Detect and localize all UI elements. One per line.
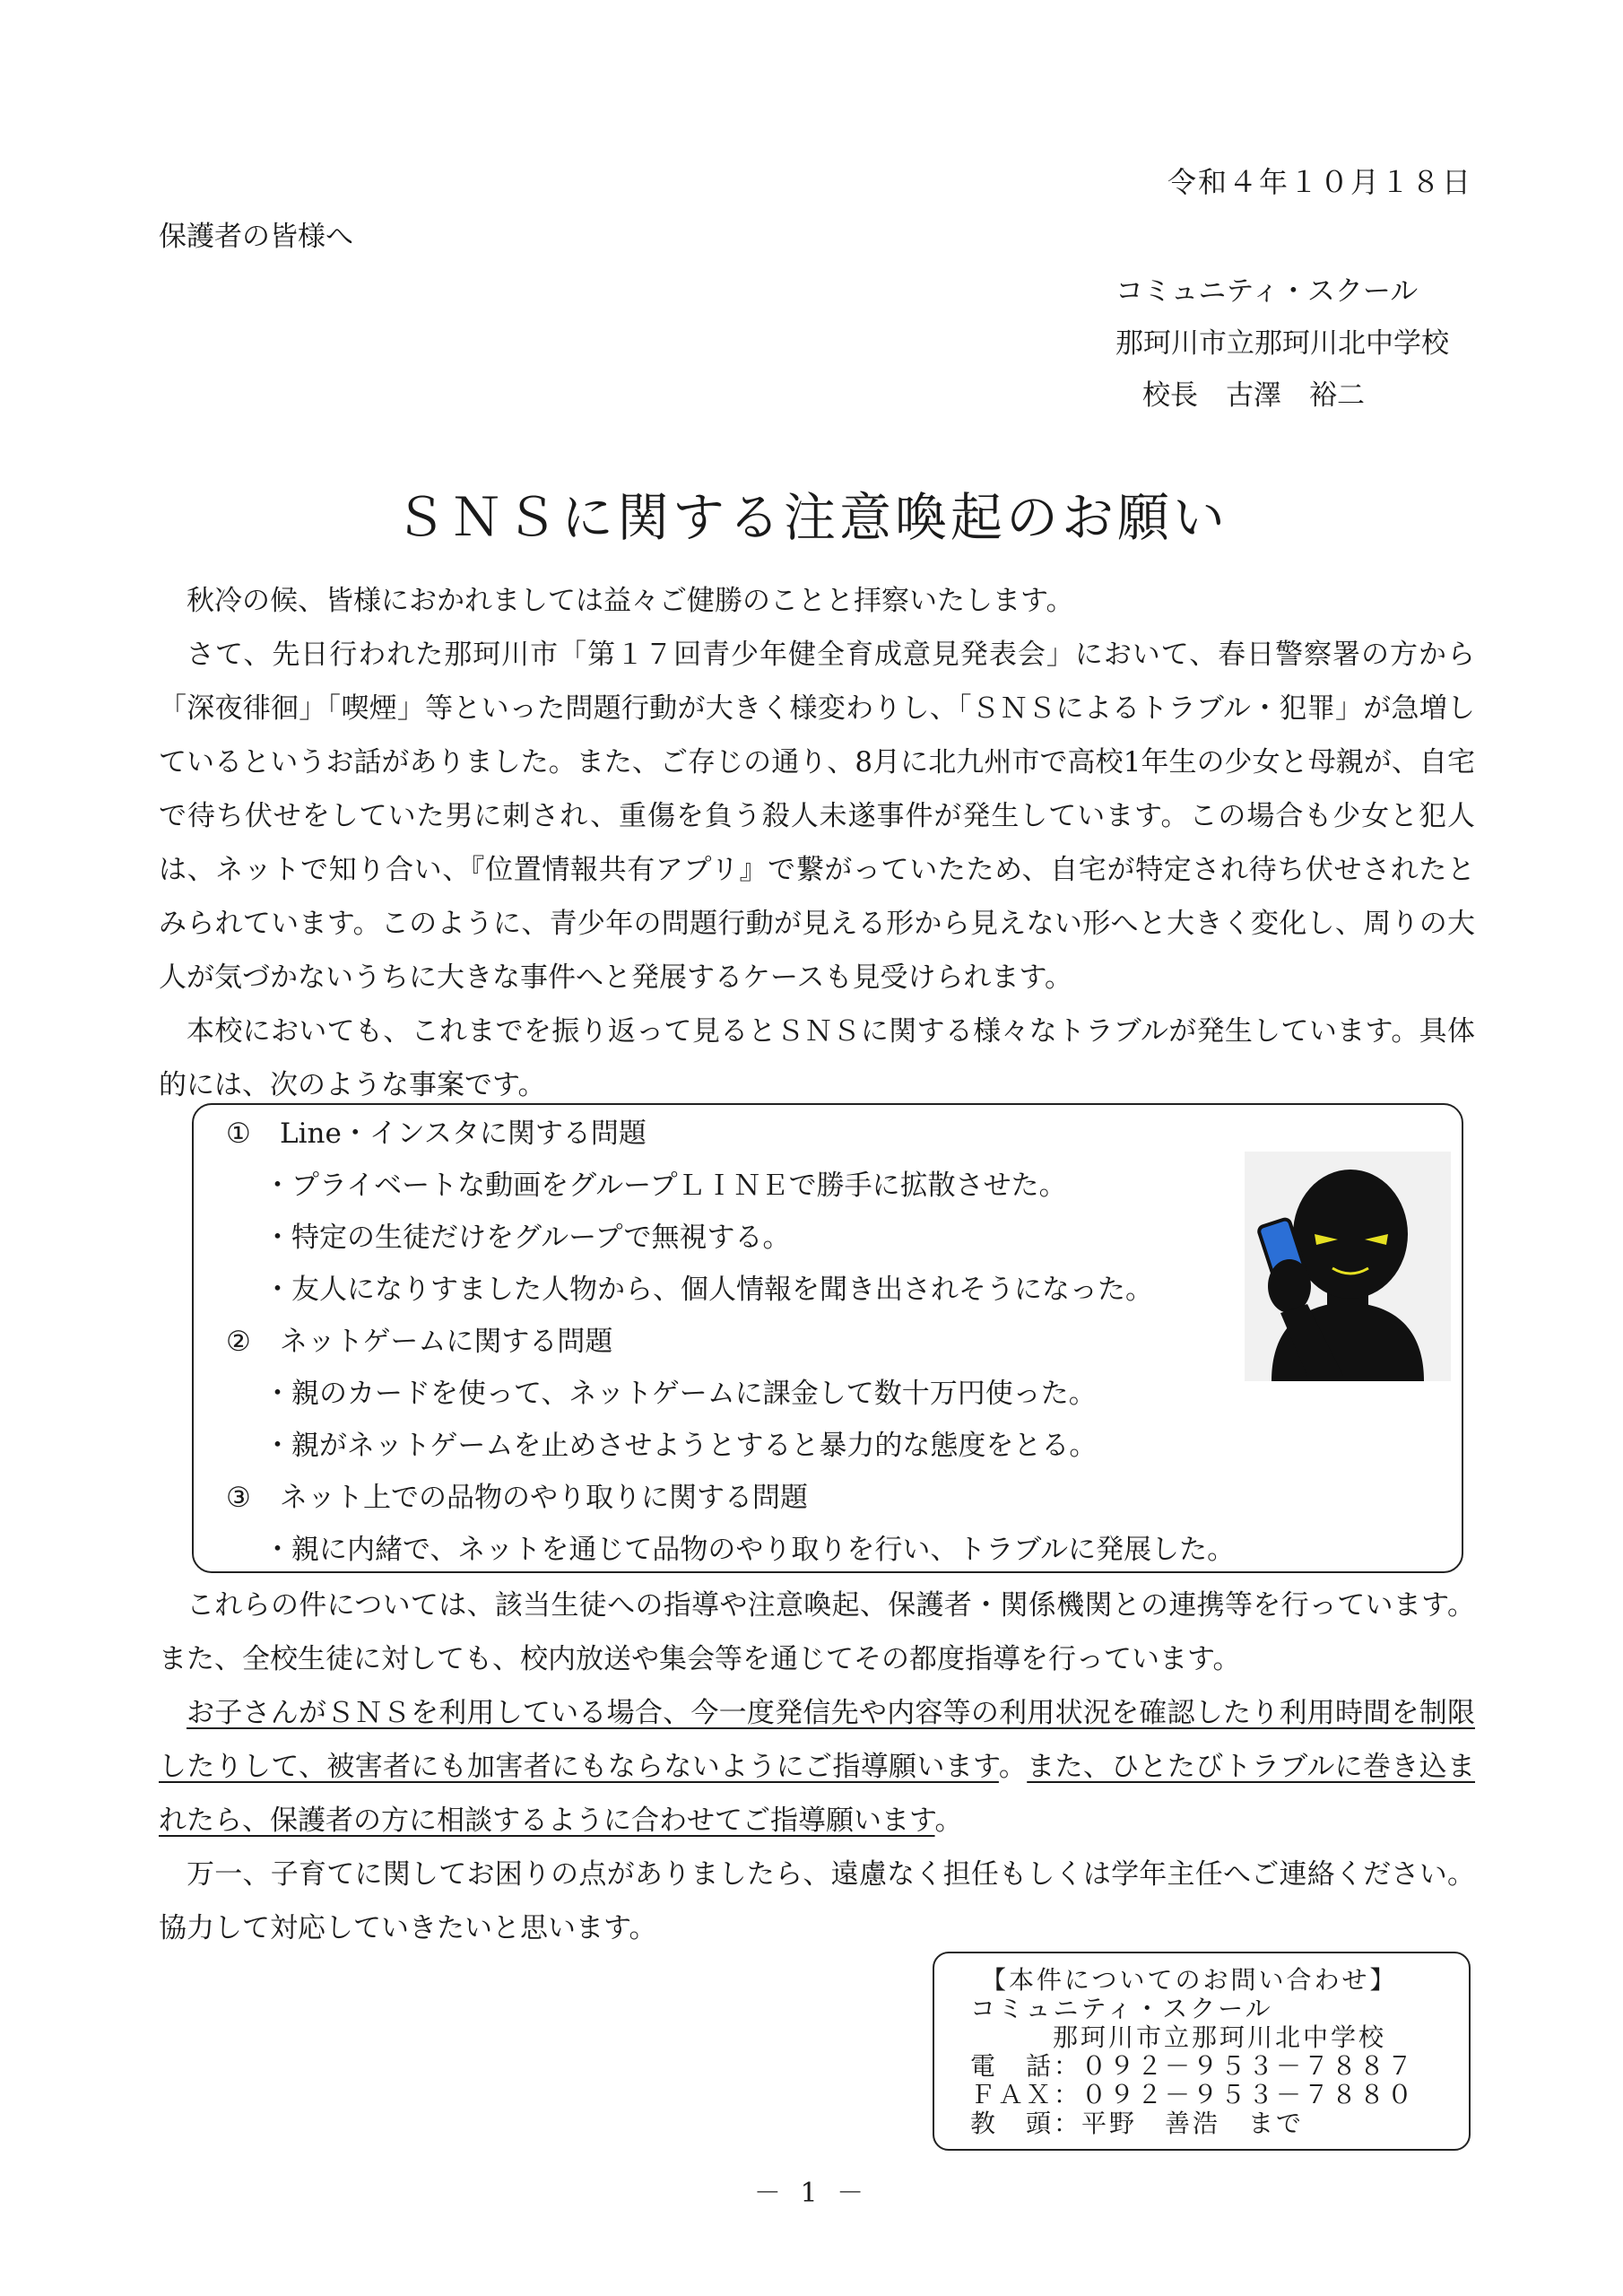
sender-block [1115, 265, 1449, 422]
sender-principal: 校長 古澤 裕二 [1142, 379, 1365, 412]
document-title: ＳＮＳに関する注意喚起のお願い [394, 487, 1228, 548]
case-item: ・親に内緒で、ネットを通じて品物のやり取りを行い、トラブルに発展した。 [264, 1534, 1236, 1566]
case-heading-text: Line・インスタに関する問題 [280, 1118, 647, 1150]
case-heading-text: ネットゲームに関する問題 [280, 1326, 613, 1358]
case-heading-3 [226, 1474, 808, 1515]
intro-paragraph-3: 本校においても、これまでを振り返って見るとＳＮＳに関する様々なトラブルが発生しています。具体的には、次のような事案です。 [159, 1015, 1475, 1101]
punctuation: 。 [998, 1751, 1028, 1783]
sender-school: 那珂川市立那珂川北中学校 [1115, 327, 1449, 360]
case-heading-2 [226, 1318, 612, 1359]
contact-fax: ＦＡＸ：０９２－９５３－７８８０ [970, 2080, 1416, 2109]
intro-paragraph-2: さて、先日行われた那珂川市「第１７回青少年健全育成意見発表会」において、春日警察署の方から「深夜徘徊」「喫煙」等といった問題行動が大きく様変わりし、「ＳＮＳによるトラブル・犯罪」が急増しているというお話がありました。また、ご存じの通り、8月に北九州市で高校1年生の少女と母親が、自宅で待ち伏せをしていた男に刺され、重傷を負う殺人未遂事件が発生しています。この場合も少女と犯人は、ネットで知り合い、『位置情報共有アプリ』で繋がっていたため、自宅が特定され待ち伏せされたとみられています。このように、青少年の問題行動が見える形から見えない形へと大きく変化し、周りの大人が気づかないうちに大きな事件へと発展するケースも見受けられます。 [159, 639, 1475, 994]
contact-heading: 【本件についてのお問い合わせ】 [981, 1965, 1398, 1995]
request-text-underlined: お子さんがＳＮＳを利用している場合、今一度発信先や内容等の利用状況を確認したり利用時間を制限したりして、被害者にも加害者にもならないようにご指導願います [159, 1697, 1475, 1783]
intro-paragraph-1: 秋冷の候、皆様におかれましては益々ご健勝のことと拝察いたします。 [187, 585, 1074, 617]
case-item: ・友人になりすました人物から、個人情報を聞き出されそうになった。 [264, 1274, 1153, 1306]
addressee: 保護者の皆様へ [159, 221, 353, 253]
case-number: ③ [226, 1482, 251, 1514]
case-item: ・特定の生徒だけをグループで無視する。 [264, 1222, 791, 1254]
followup-paragraph-2 [159, 1686, 1475, 1848]
punctuation: 。 [934, 1805, 963, 1837]
page-number: － 1 － [753, 2178, 870, 2209]
contact-staff: 教 頭：平野 善浩 まで [970, 2109, 1305, 2138]
case-number: ① [226, 1118, 251, 1150]
contact-phone: 電 話：０９２－９５３－７８８７ [970, 2051, 1416, 2081]
case-heading-1 [226, 1110, 647, 1151]
contact-box [933, 1952, 1471, 2151]
case-number: ② [226, 1326, 251, 1358]
contact-school: 那珂川市立那珂川北中学校 [1053, 2022, 1387, 2052]
request-text-underlined: また、ひとたびトラブルに巻き込まれたら、保護者の方に相談するように合わせてご指導願います [159, 1751, 1476, 1837]
case-item: ・親のカードを使って、ネットゲームに課金して数十万円使った。 [264, 1378, 1097, 1410]
case-heading-text: ネット上での品物のやり取りに関する問題 [280, 1482, 808, 1514]
contact-org: コミュニティ・スクール [970, 1994, 1273, 2023]
case-item: ・プライベートな動画をグループＬＩＮＥで勝手に拡散させた。 [264, 1170, 1067, 1202]
suspicious-person-phone-illustration [1245, 1152, 1451, 1381]
silhouette-with-phone-icon [1245, 1152, 1451, 1381]
case-item: ・親がネットゲームを止めさせようとすると暴力的な態度をとる。 [264, 1430, 1098, 1462]
document-date: 令和４年１０月１８日 [1167, 165, 1472, 199]
sender-org: コミュニティ・スクール [1115, 275, 1419, 308]
case-list-box [192, 1103, 1463, 1573]
followup-paragraph-3: 万一、子育てに関してお困りの点がありましたら、遠慮なく担任もしくは学年主任へご連絡ください。協力して対応していきたいと思います。 [159, 1858, 1475, 1944]
followup-paragraph-1: これらの件については、該当生徒への指導や注意喚起、保護者・関係機関との連携等を行っています。また、全校生徒に対しても、校内放送や集会等を通じてその都度指導を行っています。 [159, 1589, 1475, 1675]
